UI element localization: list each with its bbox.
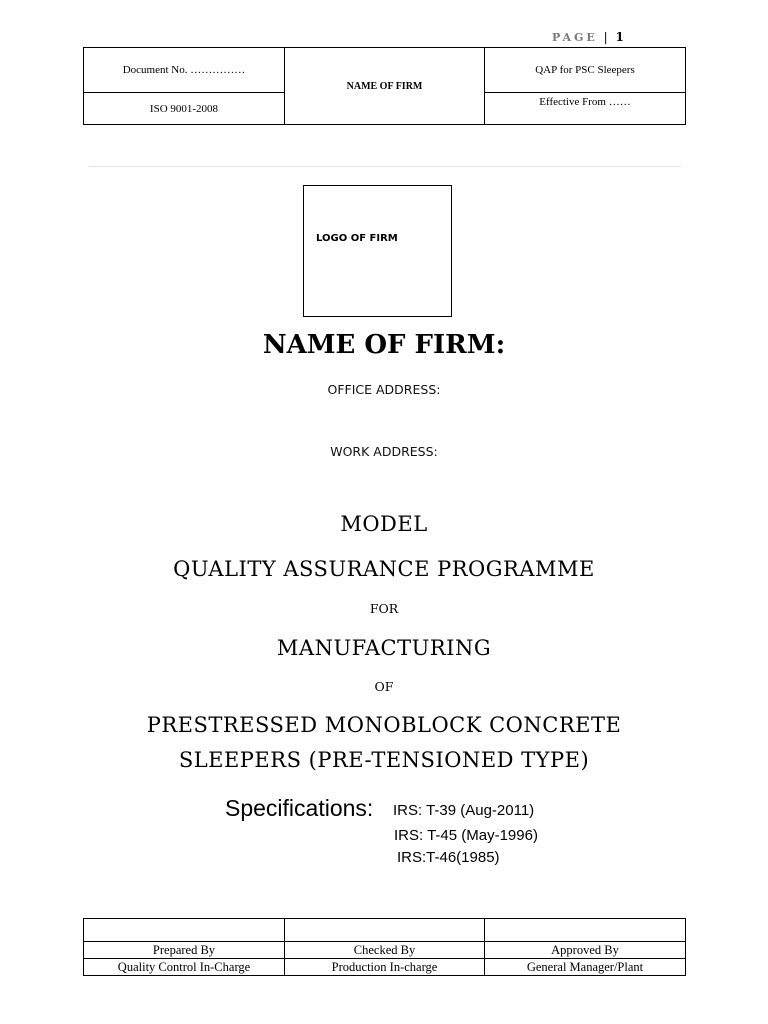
spec-item: IRS:T-46(1985) (397, 849, 500, 866)
page-number-value: 1 (615, 30, 624, 44)
title-for: FOR (369, 601, 399, 616)
signature-space-approved (485, 919, 686, 942)
title-model: MODEL (340, 512, 428, 536)
work-address: WORK ADDRESS: (330, 444, 438, 459)
title-product-line2: SLEEPERS (PRE-TENSIONED TYPE) (178, 748, 590, 772)
spec-item: IRS: T-45 (May-1996) (394, 827, 538, 844)
prepared-by-designation: Quality Control In-Charge (84, 959, 285, 976)
prepared-by-label: Prepared By (84, 942, 285, 959)
title-manufacturing: MANUFACTURING (276, 636, 492, 660)
header-divider (89, 166, 681, 167)
title-of: OF (374, 679, 394, 694)
approved-by-designation: General Manager/Plant (485, 959, 686, 976)
title-product-line1: PRESTRESSED MONOBLOCK CONCRETE (146, 713, 622, 737)
signature-table (83, 918, 686, 976)
signature-space-prepared (84, 919, 285, 942)
title-qap: QUALITY ASSURANCE PROGRAMME (173, 557, 595, 581)
signature-space-checked (285, 919, 485, 942)
firm-name-heading: NAME OF FIRM: (262, 330, 506, 360)
page-number (552, 30, 624, 44)
header-firm-name: NAME OF FIRM (285, 48, 485, 125)
document-no-cell: Document No. …………… (84, 48, 285, 93)
qap-title-cell: QAP for PSC Sleepers (485, 48, 686, 93)
logo-label: LOGO OF FIRM (316, 233, 398, 244)
checked-by-designation: Production In-charge (285, 959, 485, 976)
checked-by-label: Checked By (285, 942, 485, 959)
page-separator: | (603, 30, 610, 44)
iso-cell: ISO 9001-2008 (84, 93, 285, 125)
header-table (83, 47, 686, 125)
office-address: OFFICE ADDRESS: (327, 382, 441, 397)
spec-item: IRS: T-39 (Aug-2011) (393, 802, 535, 819)
approved-by-label: Approved By (485, 942, 686, 959)
logo-placeholder (303, 185, 452, 317)
specifications-label: Specifications: (225, 795, 374, 821)
page-label: PAGE (552, 31, 598, 44)
effective-from-cell: Effective From …… (485, 93, 686, 125)
